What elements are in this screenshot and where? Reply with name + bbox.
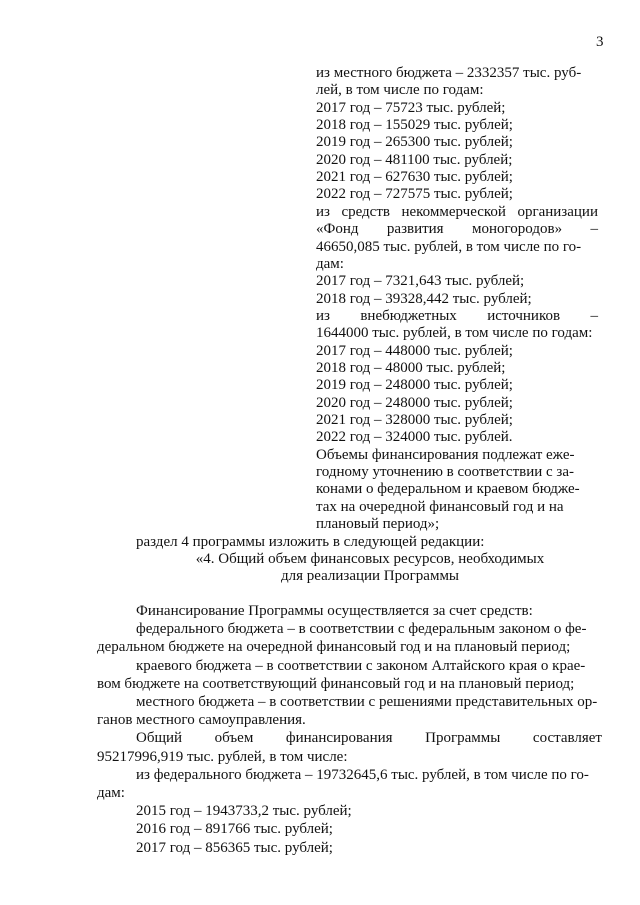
body-line: вом бюджете на соответствующий финансовый год и на плановый период; bbox=[97, 675, 575, 692]
body-line: ганов местного самоуправления. bbox=[97, 712, 306, 729]
right-column-line: 46650,085 тыс. рублей, в том числе по го- bbox=[316, 238, 582, 255]
section-heading-line-2: для реализации Программы bbox=[280, 568, 460, 584]
right-column-line: 2017 год – 448000 тыс. рублей; bbox=[316, 342, 513, 359]
right-column-line: дам: bbox=[316, 255, 344, 272]
body-line: из федерального бюджета – 19732645,6 тыс. рублей, в том числе по го- bbox=[136, 766, 589, 783]
right-column-line: «Фонд развития моногородов» – bbox=[316, 221, 598, 238]
section-heading-line-1: «4. Общий объем финансовых ресурсов, необходимых bbox=[195, 551, 545, 567]
right-column-line: 2021 год – 627630 тыс. рублей; bbox=[316, 169, 513, 186]
right-column-line: 2019 год – 248000 тыс. рублей; bbox=[316, 377, 513, 394]
body-line: краевого бюджета – в соответствии с законом Алтайского края о крае- bbox=[136, 657, 586, 674]
body-line: Общий объем финансирования Программы составляет bbox=[136, 730, 602, 747]
right-column-line: конами о федеральном и краевом бюдже- bbox=[316, 481, 580, 498]
right-column-line: 2017 год – 75723 тыс. рублей; bbox=[316, 99, 506, 116]
right-column-line: из местного бюджета – 2332357 тыс. руб- bbox=[316, 65, 582, 81]
body-line: 2015 год – 1943733,2 тыс. рублей; bbox=[136, 803, 352, 820]
right-column-line: 2018 год – 48000 тыс. рублей; bbox=[316, 359, 506, 376]
right-column-line: 2022 год – 324000 тыс. рублей. bbox=[316, 429, 513, 446]
body-line: Финансирование Программы осуществляется за счет средств: bbox=[136, 603, 533, 619]
right-column-line: Объемы финансирования подлежат еже- bbox=[316, 446, 575, 463]
body-line: 2016 год – 891766 тыс. рублей; bbox=[136, 821, 333, 838]
right-column-line: 2018 год – 155029 тыс. рублей; bbox=[316, 117, 513, 134]
right-column-line: 1644000 тыс. рублей, в том числе по годам: bbox=[316, 325, 593, 342]
body-line: 2017 год – 856365 тыс. рублей; bbox=[136, 839, 333, 856]
body-line: дам: bbox=[97, 785, 125, 801]
right-column-line: 2020 год – 248000 тыс. рублей; bbox=[316, 394, 513, 411]
page-number: 3 bbox=[596, 34, 604, 50]
right-column-line: 2017 год – 7321,643 тыс. рублей; bbox=[316, 273, 525, 290]
right-column-line: лей, в том числе по годам: bbox=[316, 82, 484, 99]
body-line: местного бюджета – в соответствии с решениями представительных ор- bbox=[136, 694, 598, 710]
right-column-line: из внебюджетных источников – bbox=[316, 307, 598, 324]
right-column-line: из средств некоммерческой организации bbox=[316, 203, 598, 220]
body-line: 95217996,919 тыс. рублей, в том числе: bbox=[97, 748, 348, 765]
body-line: деральном бюджете на очередной финансовый год и на плановый период; bbox=[97, 639, 571, 656]
right-column-line: 2019 год – 265300 тыс. рублей; bbox=[316, 134, 513, 151]
body-line: федерального бюджета – в соответствии с федеральным законом о фе- bbox=[136, 621, 587, 638]
right-column-line: плановый период»; bbox=[316, 516, 440, 533]
right-column-line: 2021 год – 328000 тыс. рублей; bbox=[316, 412, 513, 428]
right-column-line: 2022 год – 727575 тыс. рублей; bbox=[316, 186, 513, 203]
right-column-line: 2018 год – 39328,442 тыс. рублей; bbox=[316, 290, 532, 307]
right-column-line: годному уточнению в соответствии с за- bbox=[316, 464, 574, 481]
section-intro: раздел 4 программы изложить в следующей редакции: bbox=[136, 534, 485, 550]
right-column-line: 2020 год – 481100 тыс. рублей; bbox=[316, 151, 513, 168]
right-column-line: тах на очередной финансовый год и на bbox=[316, 498, 564, 515]
